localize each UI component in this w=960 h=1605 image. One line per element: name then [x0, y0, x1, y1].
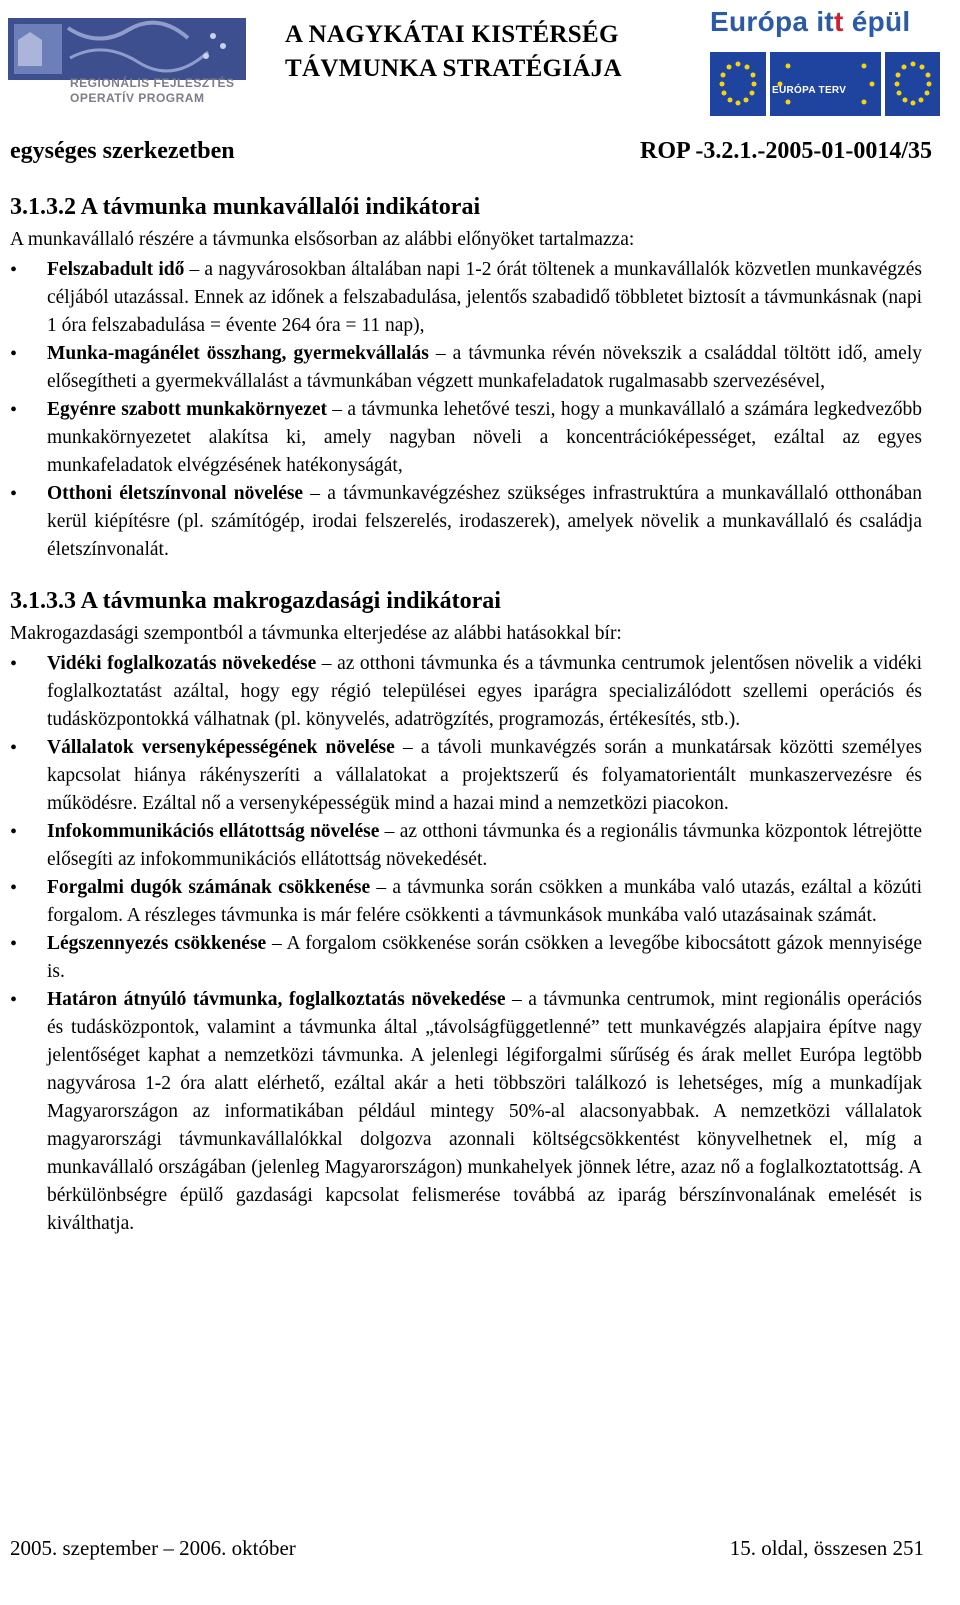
- title-line-1: A NAGYKÁTAI KISTÉRSÉG: [285, 21, 619, 48]
- list-item: [10, 930, 922, 986]
- list-item-term: Légszennyezés csökkenése: [47, 933, 267, 954]
- list-item-text: – az otthoni távmunka és a regionális távmunka központok létrejötte elősegíti az infokommunikációs ellátottság növekedését.: [47, 821, 922, 870]
- eu-flag-icon-right: [885, 52, 941, 116]
- rop-emblem: [8, 18, 246, 80]
- document-body: [10, 190, 922, 1238]
- list-item-term: Határon átnyúló távmunka, foglalkoztatás növekedése: [47, 989, 506, 1010]
- list-item: [10, 650, 922, 734]
- document-title: [285, 18, 685, 86]
- bullet-list: [10, 256, 922, 564]
- subheader: [10, 138, 932, 168]
- list-item: [10, 986, 922, 1238]
- list-item-term: Vidéki foglalkozatás növekedése: [47, 653, 317, 674]
- list-item: [10, 480, 922, 564]
- list-item-text: – a távmunka révén növekszik a családdal töltött idő, amely elősegítheti a gyermekvállalást a távmunkában végzett munkafeladatok rugalmasabb szervezésével,: [47, 343, 922, 392]
- list-item: [10, 734, 922, 818]
- list-item-term: Felszabadult idő: [47, 259, 185, 280]
- list-item-term: Otthoni életszínvonal növelése: [47, 483, 304, 504]
- eu-slogan-part-2: épül: [843, 6, 911, 37]
- rop-logo: [8, 18, 248, 110]
- section-intro: Makrogazdasági szempontból a távmunka elterjedése az alábbi hatásokkal bír:: [10, 623, 622, 644]
- list-item-term: Forgalmi dugók számának csökkenése: [47, 877, 371, 898]
- list-item-term: Egyénre szabott munkakörnyezet: [47, 399, 327, 420]
- eu-flags: [710, 52, 940, 116]
- list-item-term: Vállalatok versenyképességének növelése: [47, 737, 395, 758]
- eu-stars-icon: [710, 52, 766, 116]
- list-item: [10, 874, 922, 930]
- europa-itt-epul-logo: [710, 6, 950, 118]
- list-item-text: – a nagyvárosokban általában napi 1-2 órát töltenek a munkavállalók közvetlen munkavégzés céljából utazással. Ennek az időnek a felszabadulása, jelentős szabadidő többletet biztosít a távmunkásnak (napi 1 óra felszabadulása = évente 264 óra = 11 nap),: [47, 259, 923, 336]
- list-item-text: – a távmunka lehetővé teszi, hogy a munkavállaló a számára legkedvezőbb munkakörnyezetet alakítsa ki, amely nagyban növeli a koncentrációképességet, ezáltal az egyes munkafeladatok elvégzésének hatékonyságát,: [47, 399, 922, 476]
- eu-slogan: [710, 6, 911, 38]
- list-item-text: – a távmunka során csökken a munkába való utazás, ezáltal a közúti forgalom. A részleges távmunka is már felére csökkenti a távmunkások munkába való utazásainak számát.: [47, 877, 922, 926]
- rop-logo-text: REGIONÁLIS FEJLESZTÉS OPERATÍV PROGRAM: [70, 76, 235, 105]
- list-item: [10, 256, 922, 340]
- footer-page-number: 15. oldal, összesen 251: [729, 1536, 924, 1560]
- list-item-text: – a távmunka centrumok, mint regionális operációs és tudásközpontok, valamint a távmunka által „távolságfüggetlenné” tett munkavégzés alapjaira építve nagy jelentőséget kaphat a nemzetközi távmunka. A jelenlegi légiforgalmi sűrűség és árak mellet Európa legtöbb nagyvárosa 1-2 óra alatt elérhető, ezáltal akár a heti többszöri találkozó is lehetséges, míg a munkadíjak Magyarországon az informatikában például mintegy 50%-al alacsonyabbak. A nemzetközi vállalatok magyarországi távmunkavállalókkal dolgozva azonnali költségcsökkentést könyvelhetnek el, míg a munkavállaló országában (jelenleg Magyarországon) munkahelyek jönnek létre, azaz nő a foglalkoztatottság. A bérkülönbségre épülő gazdasági kapcsolat felismerése továbbá az iparág bérszínvonalának emelését is kiválthatja.: [47, 989, 922, 1234]
- list-item-text: – a távoli munkavégzés során a munkatársak közötti személyes kapcsolat hiánya rákényszeríti a vállalatokat a projektszerű és folyamatorientált munkaszervezésre és működésre. Ezáltal nő a versenyképességük mind a hazai mind a nemzetközi piacokon.: [47, 737, 922, 814]
- section-employee-indicators: [10, 190, 922, 564]
- list-item: [10, 340, 922, 396]
- page-header: [0, 0, 960, 140]
- subheader-left: egységes szerkezetben: [10, 138, 235, 164]
- list-item-text: – A forgalom csökkenése során csökken a levegőbe kibocsátott gázok mennyisége is.: [47, 933, 922, 982]
- list-item-text: – az otthoni távmunka és a távmunka centrumok jelentősen növelik a vidéki foglalkoztatást azáltal, hogy egy régió települései egyes iparágra specializálódott szellemi operációs és tudásközpontokká válhatnak (pl. könyvelés, adatrögzítés, programozás, értékesítés, stb.).: [47, 653, 922, 730]
- europa-terv-stars-icon: [770, 52, 882, 116]
- section-macroeconomic-indicators: [10, 584, 922, 1238]
- list-item-text: – a távmunkavégzéshez szükséges infrastruktúra a munkavállaló otthonában kerül kiépítésre (pl. számítógép, irodai felszerelés, irodaszerek), amelyek növelik a munkavállaló és családja életszínvonalát.: [47, 483, 922, 560]
- eu-flag-icon: [710, 52, 766, 116]
- eu-slogan-red-t: t: [834, 6, 844, 37]
- footer-date-range: 2005. szeptember – 2006. október: [10, 1536, 296, 1560]
- rop-emblem-graphic: [8, 18, 246, 80]
- bullet-list: [10, 650, 922, 1238]
- europa-terv-flag: [770, 52, 881, 116]
- list-item-term: Munka-magánélet összhang, gyermekvállalás: [47, 343, 429, 364]
- eu-stars-icon-right: [885, 52, 941, 116]
- list-item: [10, 818, 922, 874]
- section-heading: 3.1.3.2 A távmunka munkavállalói indikátorai: [10, 194, 481, 220]
- europa-terv-label: EURÓPA TERV: [772, 85, 847, 96]
- eu-slogan-part-1: Európa it: [710, 6, 835, 37]
- list-item: [10, 396, 922, 480]
- section-intro: A munkavállaló részére a távmunka elsősorban az alábbi előnyöket tartalmazza:: [10, 229, 635, 250]
- subheader-right: ROP -3.2.1.-2005-01-0014/35: [640, 138, 932, 164]
- section-heading: 3.1.3.3 A távmunka makrogazdasági indikátorai: [10, 588, 501, 614]
- title-line-2: TÁVMUNKA STRATÉGIÁJA: [285, 55, 622, 82]
- list-item-term: Infokommunikációs ellátottság növelése: [47, 821, 380, 842]
